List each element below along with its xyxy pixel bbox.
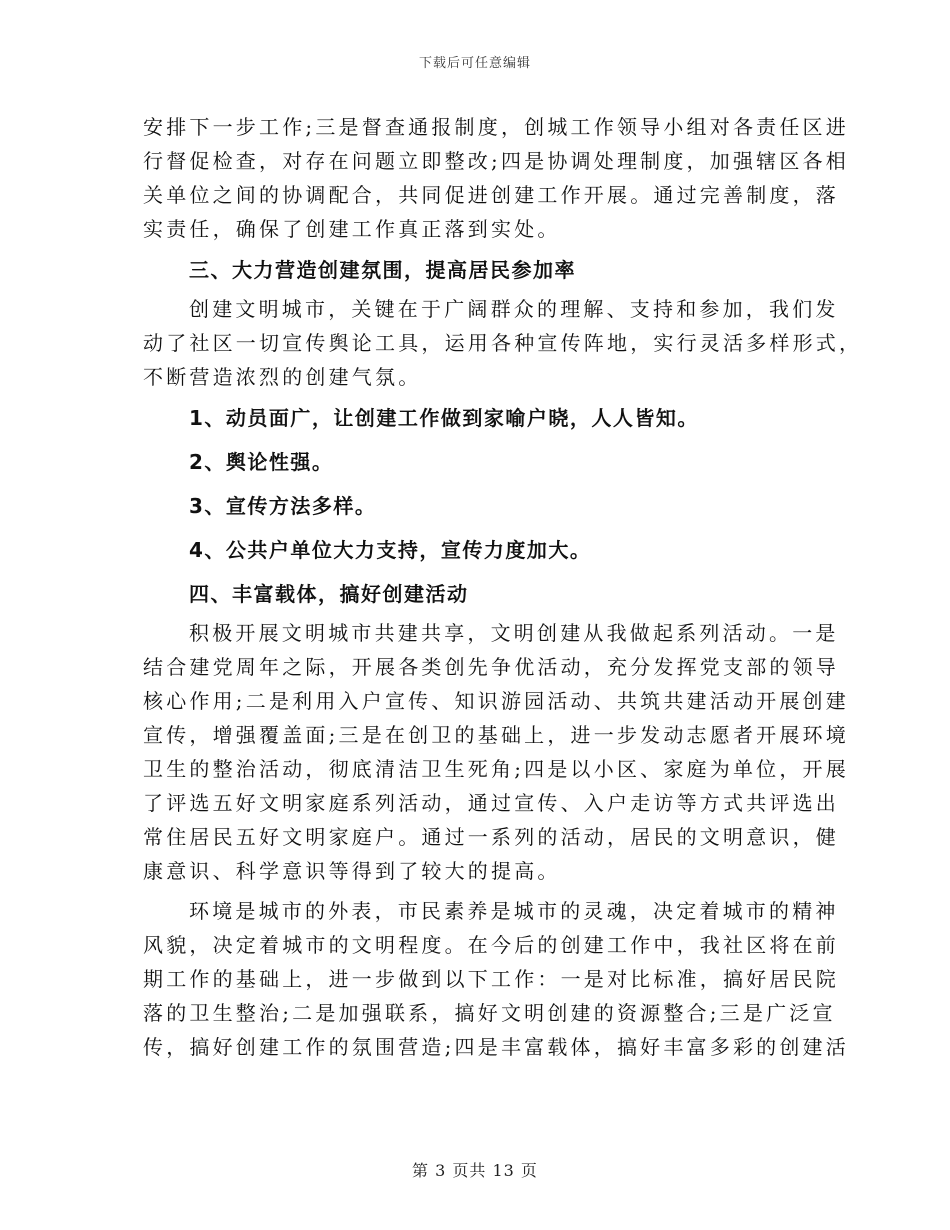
page-header: 下载后可任意编辑 [418,56,531,71]
list-item-3: 3、宣传方法多样。 [189,494,377,518]
page-footer: 第 3 页共 13 页 [412,1161,538,1180]
paragraph-4 [143,894,849,1064]
text-line: 落的卫生整治;二是加强联系，搞好文明创建的资源整合;三是广泛宣 [143,1001,836,1025]
text-line: 传，搞好创建工作的氛围营造;四是丰富载体，搞好丰富多彩的创建活 [143,1035,849,1059]
text-line: 风貌，决定着城市的文明程度。在今后的创建工作中，我社区将在前 [143,933,839,957]
text-line: 卫生的整治活动，彻底清洁卫生死角;四是以小区、家庭为单位，开展 [143,757,849,781]
text-line: 了评选五好文明家庭系列活动，通过宣传、入户走访等方式共评选出 [143,791,839,815]
text-line: 核心作用;二是利用入户宣传、知识游园活动、共筑共建活动开展创建 [143,689,849,713]
section-heading-4: 四、丰富载体，搞好创建活动 [189,582,469,606]
text-line: 常住居民五好文明家庭户。通过一系列的活动，居民的文明意识，健 [143,825,839,849]
text-line: 实责任，确保了创建工作真正落到实处。 [143,217,561,241]
text-line: 关单位之间的协调配合，共同促进创建工作开展。通过完善制度，落 [143,183,839,207]
paragraph-1 [143,110,849,246]
text-line: 创建文明城市，关键在于广阔群众的理解、支持和参加，我们发 [189,297,839,321]
text-line: 不断营造浓烈的创建气氛。 [143,365,422,389]
paragraph-3 [143,616,849,888]
text-line: 积极开展文明城市共建共享，文明创建从我做起系列活动。一是 [189,621,839,645]
text-line: 康意识、科学意识等得到了较大的提高。 [143,859,561,883]
list-item-4: 4、公共户单位大力支持，宣传力度加大。 [189,538,592,562]
text-line: 动了社区一切宣传舆论工具，运用各种宣传阵地，实行灵活多样形式， [143,331,863,355]
text-line: 环境是城市的外表，市民素养是城市的灵魂，决定着城市的精神 [189,899,839,923]
list-item-2: 2、舆论性强。 [189,450,334,474]
text-line: 结合建党周年之际，开展各类创先争优活动，充分发挥党支部的领导 [143,655,839,679]
document-body [143,110,863,1064]
paragraph-2 [143,292,863,394]
text-line: 宣传，增强覆盖面;三是在创卫的基础上，进一步发动志愿者开展环境 [143,723,849,747]
text-line: 行督促检查，对存在问题立即整改;四是协调处理制度，加强辖区各相 [143,149,849,173]
list-item-1: 1、动员面广，让创建工作做到家喻户晓，人人皆知。 [189,406,699,430]
text-line: 安排下一步工作;三是督查通报制度，创城工作领导小组对各责任区进 [143,115,849,139]
text-line: 期工作的基础上，进一步做到以下工作：一是对比标准，搞好居民院 [143,967,839,991]
section-heading-3: 三、大力营造创建氛围，提高居民参加率 [189,258,576,282]
